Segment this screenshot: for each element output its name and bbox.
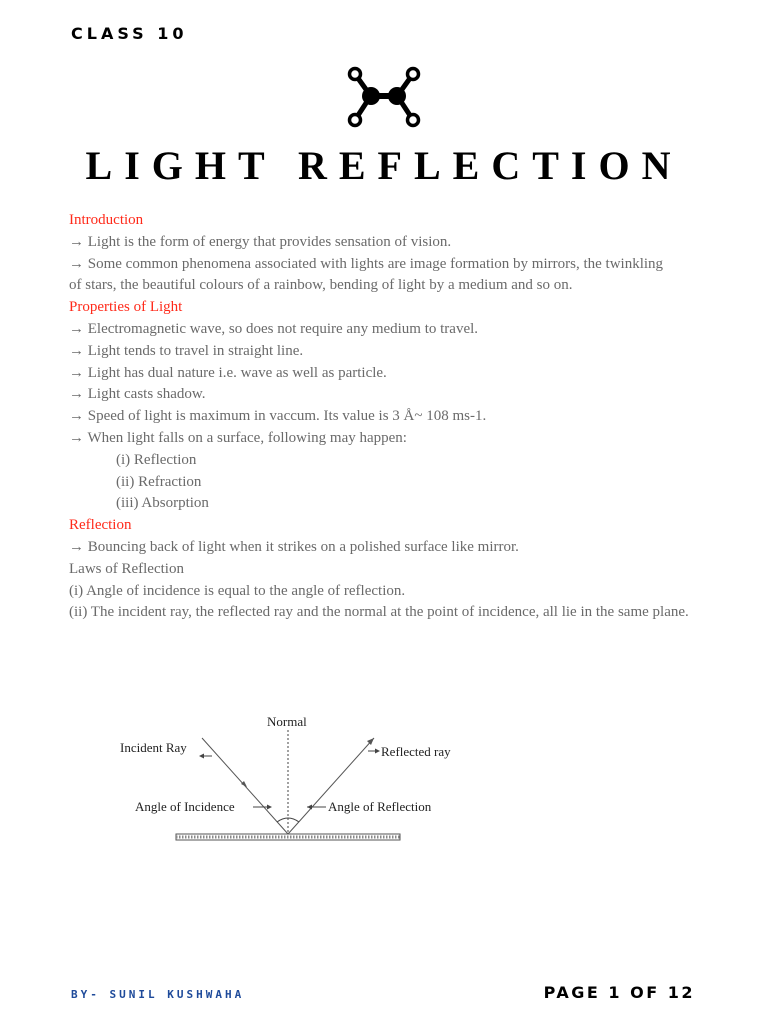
outcome-item: (i) Reflection	[116, 451, 197, 468]
class-label: CLASS 10	[71, 24, 188, 43]
reflection-definition: → Bouncing back of light when it strikes on a polished surface like mirror.	[69, 538, 519, 555]
intro-line: of stars, the beautiful colours of a rainbow, bending of light by a medium and so on.	[69, 277, 573, 294]
reflected-ray	[288, 738, 374, 834]
mirror-surface	[176, 834, 400, 840]
law-item: (ii) The incident ray, the reflected ray and the normal at the point of incidence, all lie in the same plane.	[69, 604, 689, 621]
document-body	[69, 210, 689, 624]
page-number: PAGE 1 OF 12	[543, 983, 695, 1002]
intro-line: → Some common phenomena associated with lights are image formation by mirrors, the twinkling	[69, 255, 664, 272]
reflection-diagram	[110, 710, 470, 850]
normal-label: Normal	[267, 714, 307, 729]
outcome-item: (iii) Absorption	[116, 495, 209, 512]
property-item: → When light falls on a surface, following may happen:	[69, 429, 407, 446]
page-title: LIGHT REFLECTION	[85, 143, 683, 188]
property-item: → Speed of light is maximum in vaccum. Its value is 3 Å~ 108 ms-1.	[69, 408, 487, 425]
property-item: → Electromagnetic wave, so does not require any medium to travel.	[69, 320, 479, 337]
property-item: → Light has dual nature i.e. wave as well as particle.	[69, 364, 387, 381]
reflected-ray-label: Reflected ray	[381, 744, 451, 759]
incident-ray-label: Incident Ray	[120, 740, 187, 755]
laws-heading: Laws of Reflection	[69, 560, 184, 577]
property-item: → Light tends to travel in straight line.	[69, 342, 304, 359]
properties-heading: Properties of Light	[69, 299, 183, 316]
angle-incidence-label: Angle of Incidence	[135, 799, 235, 814]
intro-line: → Light is the form of energy that provides sensation of vision.	[69, 233, 452, 250]
author-credit: BY- SUNIL KUSHWAHA	[71, 988, 245, 1001]
angle-reflection-label: Angle of Reflection	[328, 799, 432, 814]
molecule-icon	[346, 66, 422, 128]
property-item: → Light casts shadow.	[69, 386, 206, 403]
reflection-heading: Reflection	[69, 517, 132, 534]
outcome-item: (ii) Refraction	[116, 473, 202, 490]
law-item: (i) Angle of incidence is equal to the angle of reflection.	[69, 582, 406, 599]
introduction-heading: Introduction	[69, 212, 144, 228]
